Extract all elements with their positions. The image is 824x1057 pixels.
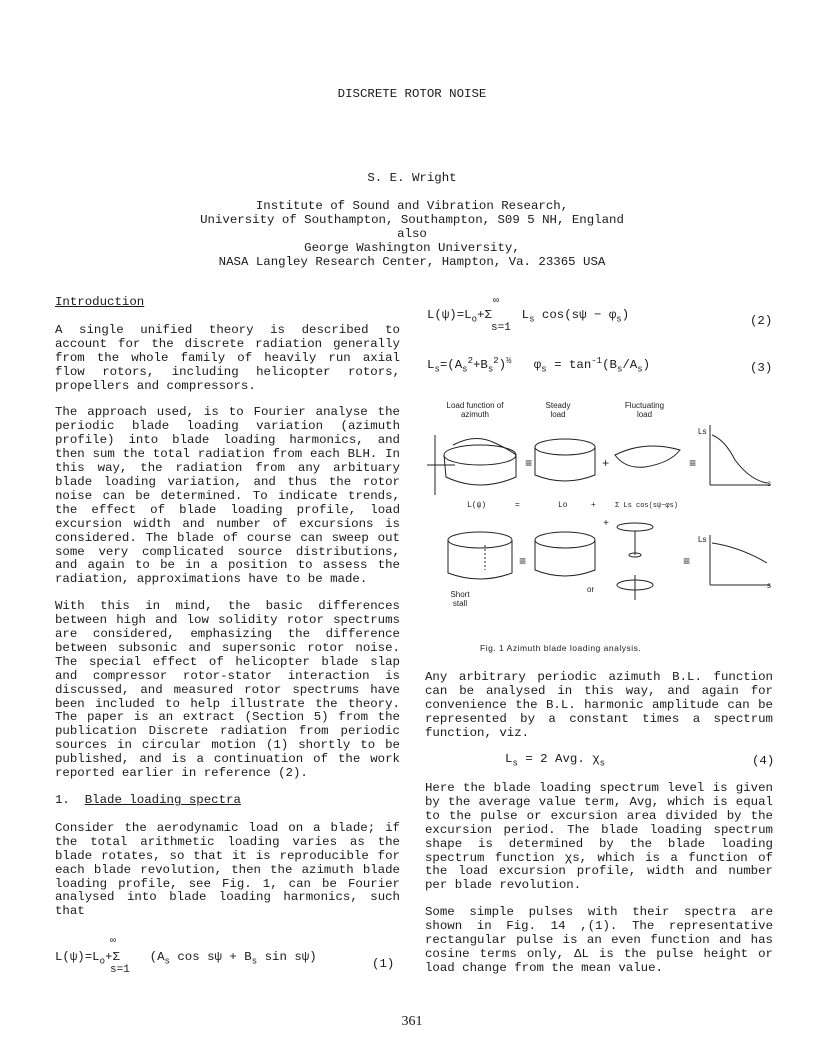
svg-text:≡: ≡ xyxy=(519,555,527,569)
figure-1-drawing xyxy=(405,395,790,625)
section-1-heading xyxy=(55,794,400,808)
intro-paragraph-1: A single unified theory is described to account for the discrete radiation generally from the whole family of heavily run axial flow rotors, including helicopter rotors, propellers and compressors. xyxy=(55,322,400,393)
page-number: 361 xyxy=(401,1014,423,1029)
equation-3-number: (3) xyxy=(750,361,773,375)
equation-1: ∞ $L(\psi)=L_o+\Sigma$ ($A_s$ $\cos s\psi + B_s$ sin sψ) s=1 xyxy=(55,936,317,976)
equation-2: ∞ $L(\psi)=L_o+\Sigma$ $L_s$ $\cos(s\psi - \varphi_s)$ s=1 xyxy=(427,296,630,334)
equation-3: $L_s=(A_s^2+B_s^2)^{\frac{1}{2}}$ $\varphi_s = \tan^{-1}(B_s/A_s)$ xyxy=(427,356,651,375)
fig-label-or: or xyxy=(587,585,595,594)
paragraph-6: Here the blade loading spectrum level is given by the average value term, Avg, which is equal to the pulse or excursion area divided by the excursion period. The blade loading spectrum shape is determined by the blade loading spectrum function χs, which is a function of the load excursion profile, width and number per blade revolution. xyxy=(425,781,773,893)
section-1-title: Blade loading spectra xyxy=(84,793,241,807)
paragraph-5: Any arbitrary periodic azimuth B.L. function can be analysed in this way, and again for convenience the B.L. harmonic amplitude can be represented by a constant times a spectrum function, viz. xyxy=(425,670,773,740)
equation-2-number: (2) xyxy=(750,314,773,328)
section-1-paragraph: Consider the aerodynamic load on a blade; if the total arithmetic loading varies as the blade rotates, so that it is reproducible for each blade revolution, then the azimuth blade loading profile, see Fig. 1, can be Fourier analysed into blade loading harmonics, such that xyxy=(55,820,400,919)
paper-title: DISCRETE ROTOR NOISE xyxy=(337,87,487,101)
paragraph-7: Some simple pulses with their spectra are shown in Fig. 14 ,(1). The representative rectangular pulse is an even function and has cosine terms only, ΔL is the pulse height or load change from the mean value. xyxy=(425,905,773,975)
svg-text:≡: ≡ xyxy=(525,457,533,471)
intro-paragraph-3: With this in mind, the basic differences between high and low solidity rotor spectrums are considered, emphasizing the difference between subsonic and supersonic rotor noise. The special effect of helicopter blade slap and compressor rotor-stator interaction is discussed, and measured rotor spectrums have been included to help illustrate the theory. The paper is an extract (Section 5) from the publication Discrete radiation from periodic sources in circular motion (1) shortly to be published, and is a continuation of the work reported earlier in reference (2). xyxy=(55,599,400,781)
svg-text:Σ Ls cos(sψ−φs): Σ Ls cos(sψ−φs) xyxy=(615,502,679,510)
svg-text:+: + xyxy=(603,519,610,530)
fig-label-load-function: Load function of azimuth xyxy=(446,401,504,419)
affiliation-1: Institute of Sound and Vibration Research, xyxy=(255,199,569,213)
svg-text:≡: ≡ xyxy=(689,457,697,471)
affiliation-3: also xyxy=(397,227,427,241)
figure-1 xyxy=(405,395,790,665)
figure-1-caption: Fig. 1 Azimuth blade loading analysis. xyxy=(480,643,642,653)
introduction-heading: Introduction xyxy=(55,295,145,309)
affiliation-2: University of Southampton, Southampton, S09 5 NH, England xyxy=(200,213,624,227)
fig-label-short-stall: Short stall xyxy=(450,590,470,608)
equation-1-number: (1) xyxy=(372,957,395,971)
fig-label-s-bottom: s xyxy=(767,581,771,590)
affiliation-4: George Washington University, xyxy=(304,241,520,255)
left-column xyxy=(55,296,400,932)
fig-label-fluctuating: Fluctuating load xyxy=(624,401,665,419)
svg-text:+: + xyxy=(591,501,596,510)
svg-text:≡: ≡ xyxy=(683,555,691,569)
svg-text:+: + xyxy=(602,457,610,471)
fig-label-steady: Steady load xyxy=(545,401,571,419)
svg-text:Lo: Lo xyxy=(558,501,568,510)
right-column-lower xyxy=(425,782,773,989)
fig-label-ls-top: Ls xyxy=(698,427,707,436)
right-column xyxy=(425,671,773,754)
svg-text:=: = xyxy=(515,501,520,510)
fig-label-ls-bottom: Ls xyxy=(698,535,707,544)
intro-paragraph-2: The approach used, is to Fourier analyse the periodic blade loading variation (azimuth profile) into blade loading harmonics, and then sum the total radiation from each BLH. In this way, the radiation from any arbituary blade loading variation, and thus the rotor noise can be determined. To indicate trends, the effect of blade loading profile, load excursion width and number of excursions is considered. The blade of course can sweep out some very complicated source distributions, and again to be in a position to assess the radiation, approximations have to be made. xyxy=(55,405,400,587)
svg-text:L(ψ): L(ψ) xyxy=(467,501,487,510)
equation-4-number: (4) xyxy=(752,754,775,768)
author: S. E. Wright xyxy=(367,171,457,185)
section-1-number: 1. xyxy=(55,793,70,807)
equation-4: $L_s = 2$ Avg. $\chi_s$ xyxy=(505,752,606,769)
fig-label-s-top: s xyxy=(767,479,771,488)
affiliation-5: NASA Langley Research Center, Hampton, Va. 23365 USA xyxy=(218,255,606,269)
